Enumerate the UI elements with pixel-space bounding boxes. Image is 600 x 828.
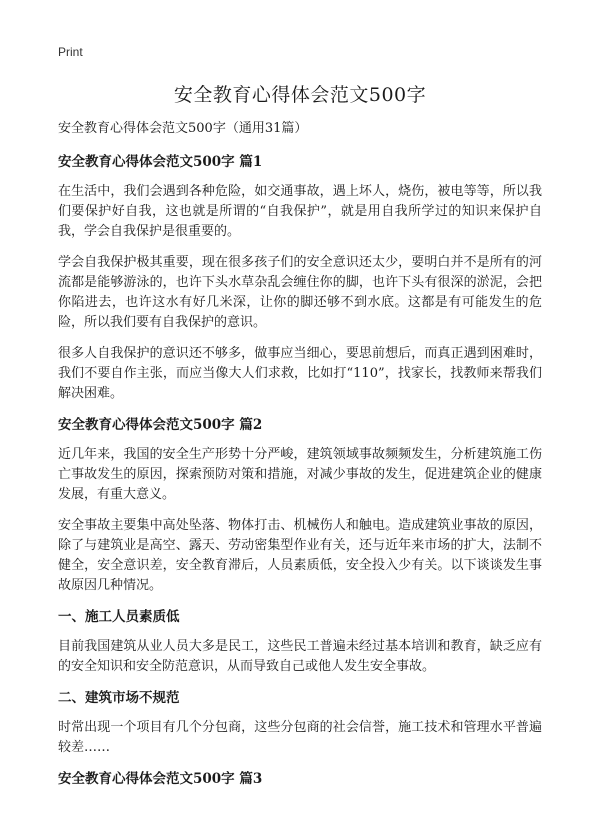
section-heading-1: 安全教育心得体会范文500字 篇1	[58, 154, 263, 170]
paragraph-5: 安全事故主要集中高处坠落、物体打击、机械伤人和触电。造成建筑业事故的原因，除了与建筑业是高空、露天、劳动密集型作业有关，还与近年来市场的扩大，法制不健全，安全意识差，安全教育滞后，人员素质低，安全投入少有关。以下谈谈发生事故原因几种情况。	[58, 518, 542, 593]
subheading-construction-workers: 一、施工人员素质低	[58, 609, 180, 625]
paragraph-4: 近几年来，我国的安全生产形势十分严峻，建筑领域事故频频发生，分析建筑施工伤亡事故发生的原因，探索预防对策和措施，对减少事故的发生，促进建筑企业的健康发展，有重大意义。	[58, 447, 542, 502]
document-subtitle: 安全教育心得体会范文500字（通用31篇）	[58, 121, 308, 136]
subheading-construction-market: 二、建筑市场不规范	[58, 690, 180, 706]
paragraph-6: 目前我国建筑从业人员大多是民工，这些民工普遍未经过基本培训和教育，缺乏应有的安全知识和安全防范意识，从而导致自己或他人发生安全事故。	[58, 639, 542, 674]
section-heading-3: 安全教育心得体会范文500字 篇3	[58, 771, 263, 787]
document-title: 安全教育心得体会范文500字	[173, 84, 427, 106]
section-heading-2: 安全教育心得体会范文500字 篇2	[58, 417, 263, 433]
paragraph-2: 学会自我保护极其重要，现在很多孩子们的安全意识还太少，要明白并不是所有的河流都是能够游泳的，也许下头水草杂乱会缠住你的脚，也许下头有很深的淤泥，会把你陷进去，也许这水有好几米深，让你的脚还够不到水底。这都是有可能发生的危险，所以我们要有自我保护的意识。	[58, 255, 542, 330]
paragraph-1: 在生活中，我们会遇到各种危险，如交通事故，遇上坏人，烧伤，被电等等，所以我们要保护好自我，这也就是所谓的“自我保护”，就是用自我所学过的知识来保护自我，学会自我保护是很重要的。	[58, 184, 542, 239]
print-link[interactable]: Print	[58, 45, 83, 59]
paragraph-3: 很多人自我保护的意识还不够多，做事应当细心，要思前想后，而真正遇到困难时，我们不要自作主张，而应当像大人们求救，比如打“110”，找家长，找教师来帮我们解决困难。	[58, 346, 542, 401]
paragraph-7: 时常出现一个项目有几个分包商，这些分包商的社会信誉，施工技术和管理水平普遍较差……	[58, 720, 542, 755]
document-body	[58, 120, 542, 799]
